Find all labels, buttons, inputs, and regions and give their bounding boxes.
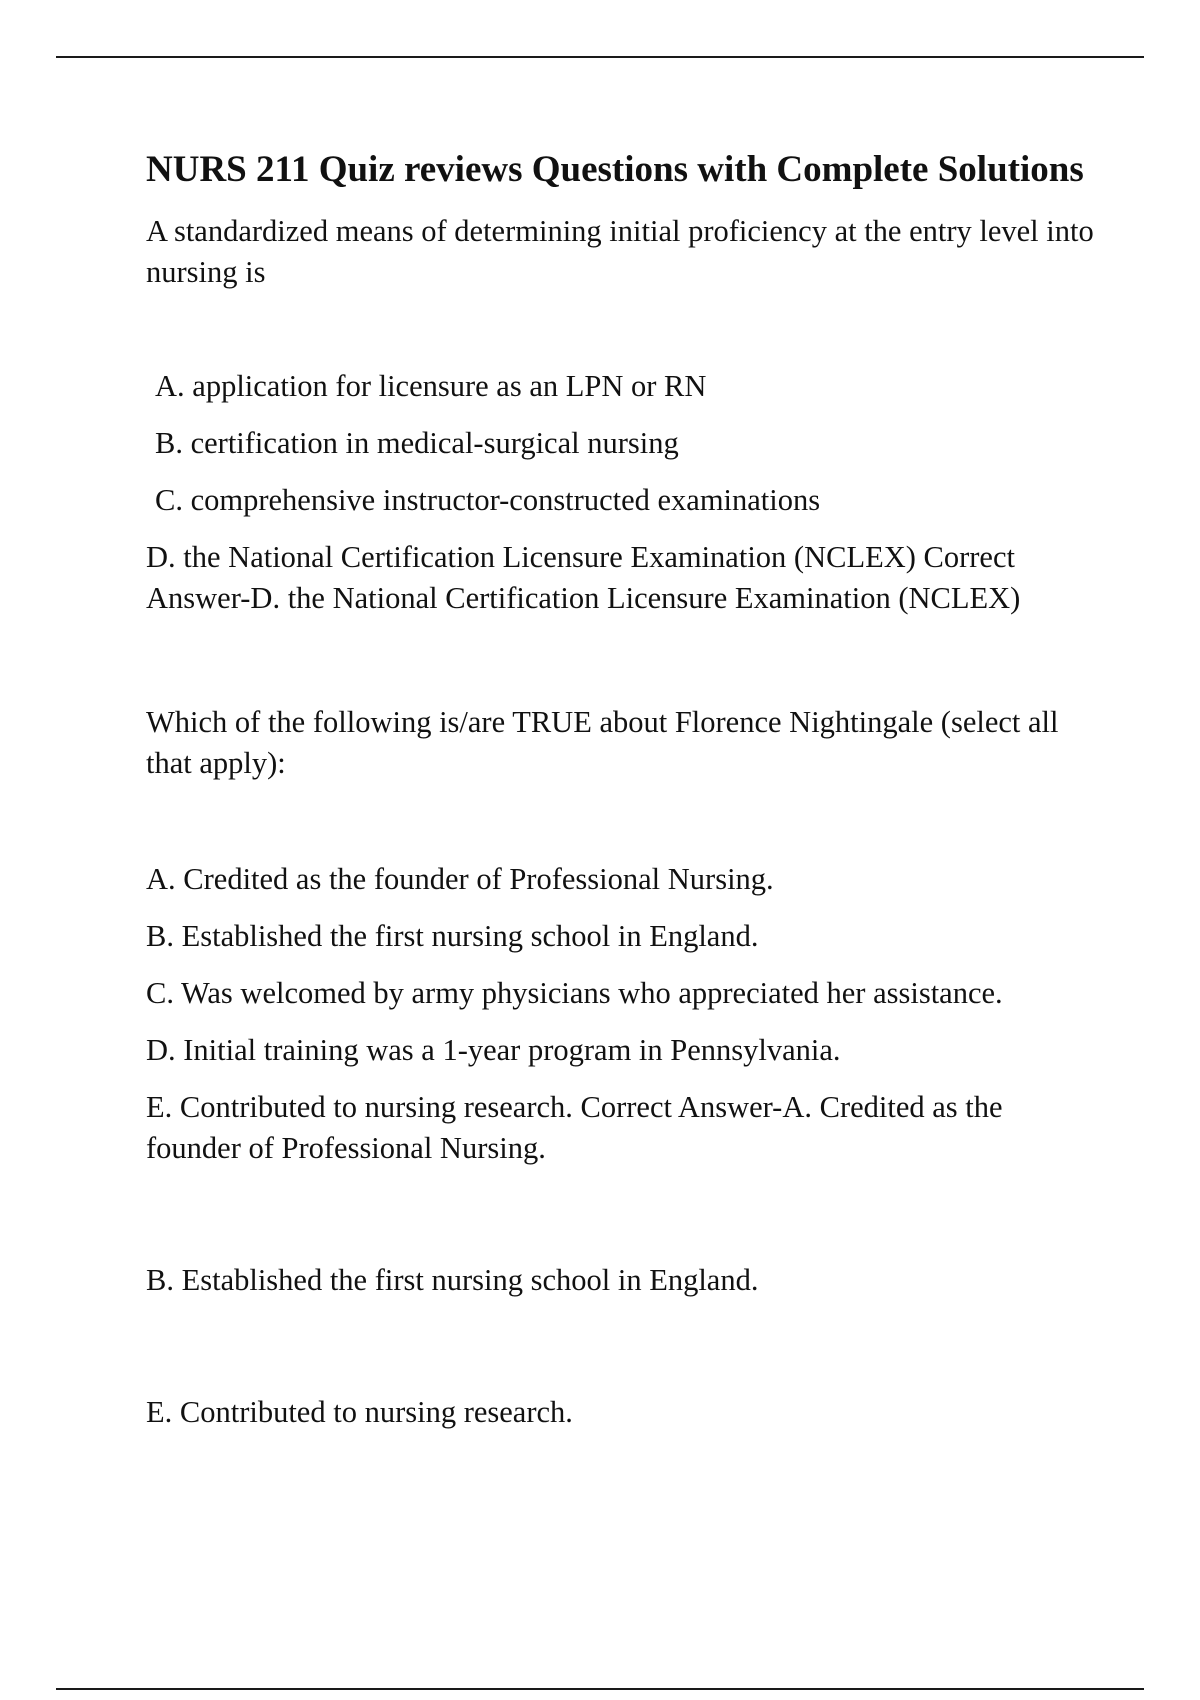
question-1-option-a: A. application for licensure as an LPN or RN <box>155 369 707 403</box>
document-title: NURS 211 Quiz reviews Questions with Complete Solutions <box>146 149 1084 190</box>
question-2-option-c: C. Was welcomed by army physicians who appreciated her assistance. <box>146 976 1003 1010</box>
question-2 <box>146 702 1096 1433</box>
header-rule <box>56 56 1144 58</box>
question-1-option-b: B. certification in medical-surgical nursing <box>155 426 679 460</box>
footer-rule <box>56 1688 1144 1690</box>
question-1-option-c: C. comprehensive instructor-constructed examinations <box>155 483 821 517</box>
document-body <box>146 145 1096 1449</box>
question-2-option-d: D. Initial training was a 1-year program in Pennsylvania. <box>146 1033 841 1067</box>
question-2-answer-e: E. Contributed to nursing research. <box>146 1395 573 1429</box>
question-2-option-a: A. Credited as the founder of Professional Nursing. <box>146 862 774 896</box>
question-1-option-d-answer: D. the National Certification Licensure Examination (NCLEX) Correct Answer-D. the National Certification Licensure Examination (NCLEX) <box>146 540 1021 615</box>
question-2-option-b: B. Established the first nursing school in England. <box>146 919 759 953</box>
question-2-option-e-answer: E. Contributed to nursing research. Correct Answer-A. Credited as the founder of Professional Nursing. <box>146 1090 1003 1165</box>
question-1 <box>146 211 1096 619</box>
question-1-prompt: A standardized means of determining initial proficiency at the entry level into nursing is <box>146 214 1094 289</box>
question-2-answer-b: B. Established the first nursing school in England. <box>146 1263 759 1297</box>
question-2-prompt: Which of the following is/are TRUE about Florence Nightingale (select all that apply): <box>146 705 1059 780</box>
